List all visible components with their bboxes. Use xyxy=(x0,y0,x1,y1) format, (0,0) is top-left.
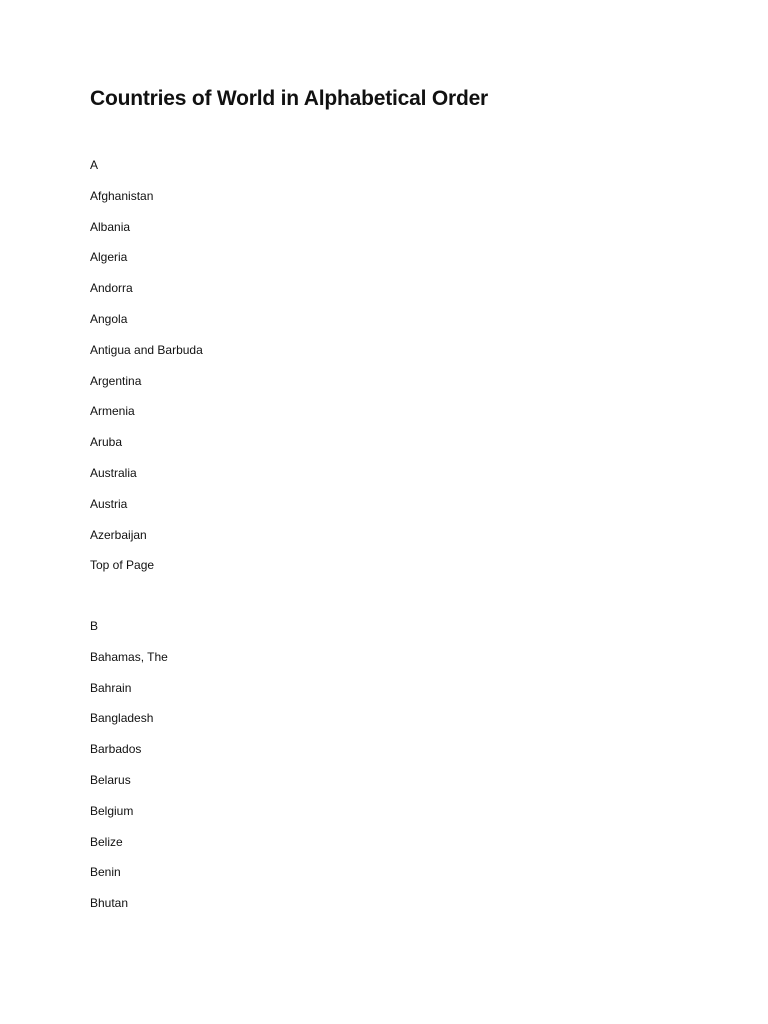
section-letter-a: A xyxy=(90,158,99,172)
top-of-page-link[interactable]: Top of Page xyxy=(90,558,155,573)
country-bahamas: Bahamas, The xyxy=(90,649,168,664)
section-a xyxy=(90,157,203,588)
top-of-page-item xyxy=(90,557,203,588)
country-angola: Angola xyxy=(90,311,128,326)
country-belarus: Belarus xyxy=(90,772,131,787)
country-antigua-and-barbuda: Antigua and Barbuda xyxy=(90,342,203,357)
country-australia: Australia xyxy=(90,465,137,480)
country-belgium: Belgium xyxy=(90,803,134,818)
country-benin: Benin xyxy=(90,865,121,880)
country-austria: Austria xyxy=(90,496,128,511)
country-argentina: Argentina xyxy=(90,373,142,388)
section-b xyxy=(90,618,168,926)
country-andorra: Andorra xyxy=(90,281,133,296)
country-armenia: Armenia xyxy=(90,404,135,419)
country-aruba: Aruba xyxy=(90,435,123,450)
country-belize: Belize xyxy=(90,834,123,849)
page-title: Countries of World in Alphabetical Order xyxy=(90,87,489,110)
country-afghanistan: Afghanistan xyxy=(90,188,154,203)
country-bangladesh: Bangladesh xyxy=(90,711,154,726)
country-bahrain: Bahrain xyxy=(90,680,132,695)
country-albania: Albania xyxy=(90,219,131,234)
country-barbados: Barbados xyxy=(90,742,142,757)
country-algeria: Algeria xyxy=(90,250,128,265)
country-bhutan: Bhutan xyxy=(90,896,129,911)
section-letter-b: B xyxy=(90,619,99,633)
country-azerbaijan: Azerbaijan xyxy=(90,527,147,542)
